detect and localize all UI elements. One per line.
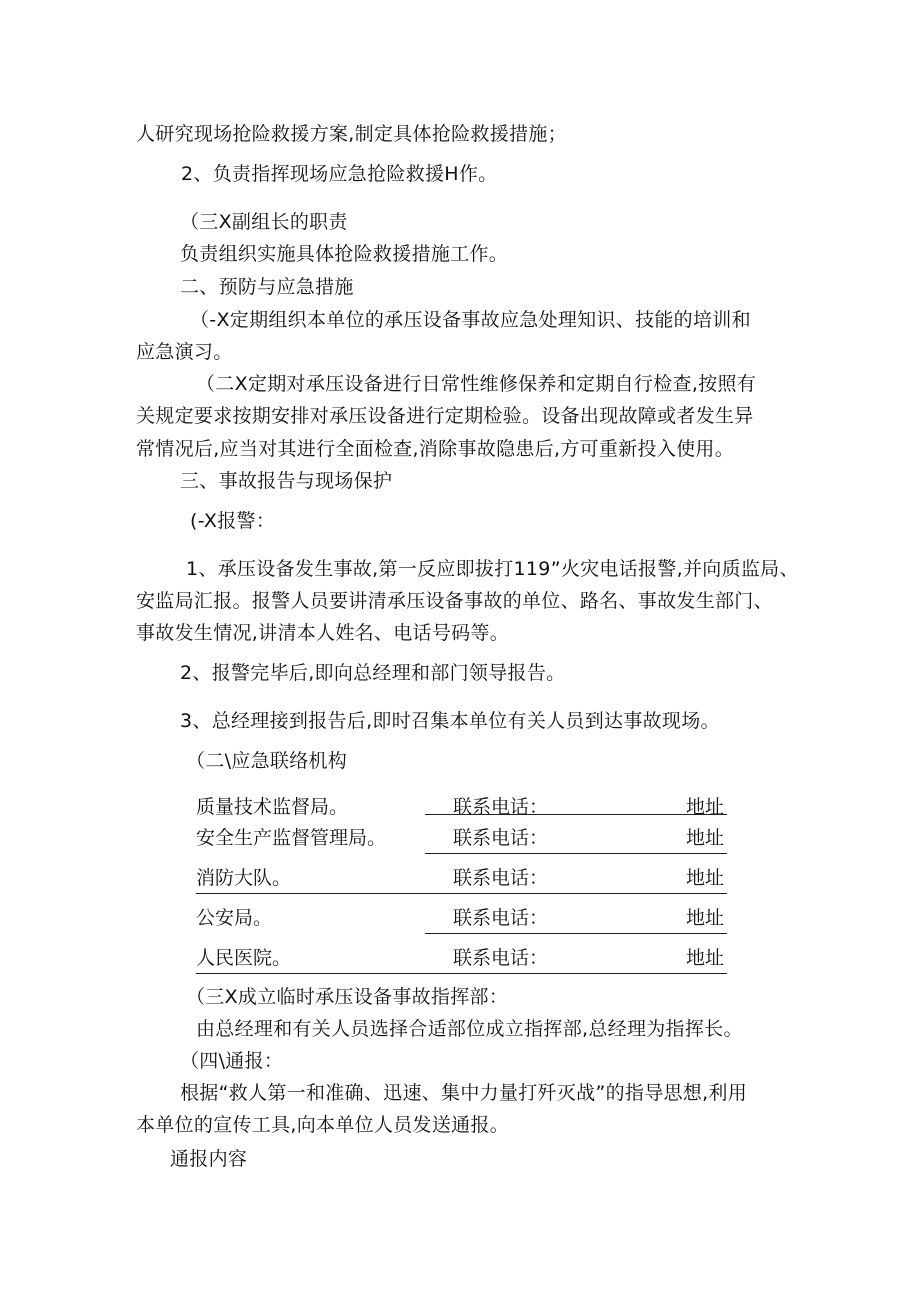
subsection-heading: （二\应急联络机构 (186, 750, 348, 772)
paragraph-line: （-X定期组织本单位的承压设备事故应急处理知识、技能的培训和 (190, 309, 751, 331)
fill-in-line (425, 933, 727, 934)
paragraph-line: 安监局汇报。报警人员要讲清承压设备事故的单位、路名、事故发生部门、 (136, 590, 773, 612)
contact-row (0, 906, 920, 936)
contact-row (0, 866, 920, 896)
contact-phone-label: 联系电话： (453, 827, 549, 849)
paragraph-line: 根据“救人第一和准确、迅速、集中力量打歼灭战”的指导思想,利用 (180, 1082, 748, 1104)
contact-address-label: 地址 (686, 827, 725, 849)
contact-organization: 人民医院。 (196, 947, 292, 969)
contact-address-label: 地址 (686, 907, 725, 929)
paragraph-line: 本单位的宣传工具,向本单位人员发送通报。 (136, 1114, 510, 1136)
paragraph-line: 通报内容 (170, 1148, 248, 1170)
section-heading: 三、事故报告与现场保护 (180, 470, 393, 492)
paragraph-line: 关规定要求按期安排对承压设备进行定期检验。设备出现故障或者发生异 (136, 405, 754, 427)
paragraph-line: （二X定期对承压设备进行日常性维修保养和定期自行检查,按照有 (196, 373, 757, 395)
contact-row (0, 826, 920, 856)
paragraph-line: 2、负责指挥现场应急抢险救援H作。 (181, 163, 498, 185)
contact-phone-label: 联系电话： (453, 907, 549, 929)
paragraph-line: 2、报警完毕后,即向总经理和部门领导报告。 (180, 662, 566, 684)
paragraph-line: 常情况后,应当对其进行全面检查,消除事故隐患后,方可重新投入使用。 (136, 438, 735, 460)
paragraph-line: 负责组织实施具体抢险救援措施工作。 (180, 243, 509, 265)
contact-row (0, 795, 920, 825)
paragraph-line: 人研究现场抢险救援方案,制定具体抢险救援措施； (136, 123, 567, 145)
contact-organization: 公安局。 (196, 907, 273, 929)
contact-address-label: 地址 (686, 867, 725, 889)
fill-in-line (425, 853, 727, 854)
contact-address-label: 地址 (686, 796, 725, 818)
contact-phone-label: 联系电话： (453, 867, 549, 889)
fill-in-line (196, 973, 727, 974)
paragraph-line: 3、总经理接到报告后,即时召集本单位有关人员到达事故现场。 (180, 710, 720, 732)
contact-phone-label: 联系电话： (453, 947, 549, 969)
section-heading: 二、预防与应急措施 (180, 276, 354, 298)
contact-row (0, 946, 920, 976)
fill-in-line (425, 814, 727, 815)
contact-organization: 质量技术监督局。 (196, 796, 349, 818)
contact-organization: 消防大队。 (196, 867, 292, 889)
paragraph-line: 1、承压设备发生事故,第一反应即拔打119”火灾电话报警,并向质监局、 (186, 558, 799, 580)
contact-phone-label: 联系电话： (453, 796, 549, 818)
paragraph-line: 由总经理和有关人员选择合适部位成立指挥部,总经理为指挥长。 (196, 1018, 743, 1040)
subsection-heading: (-X报警： (190, 510, 276, 532)
paragraph-line: 应急演习。 (136, 341, 233, 363)
subsection-heading: （三X成立临时承压设备事故指挥部： (186, 986, 509, 1008)
contact-organization: 安全生产监督管理局。 (196, 827, 387, 849)
paragraph-line: 事故发生情况,讲清本人姓名、电话号码等。 (136, 622, 510, 644)
section-heading: （三X副组长的职责 (180, 211, 348, 233)
fill-in-line (196, 893, 727, 894)
contact-address-label: 地址 (686, 947, 725, 969)
subsection-heading: （四\通报： (180, 1050, 284, 1072)
